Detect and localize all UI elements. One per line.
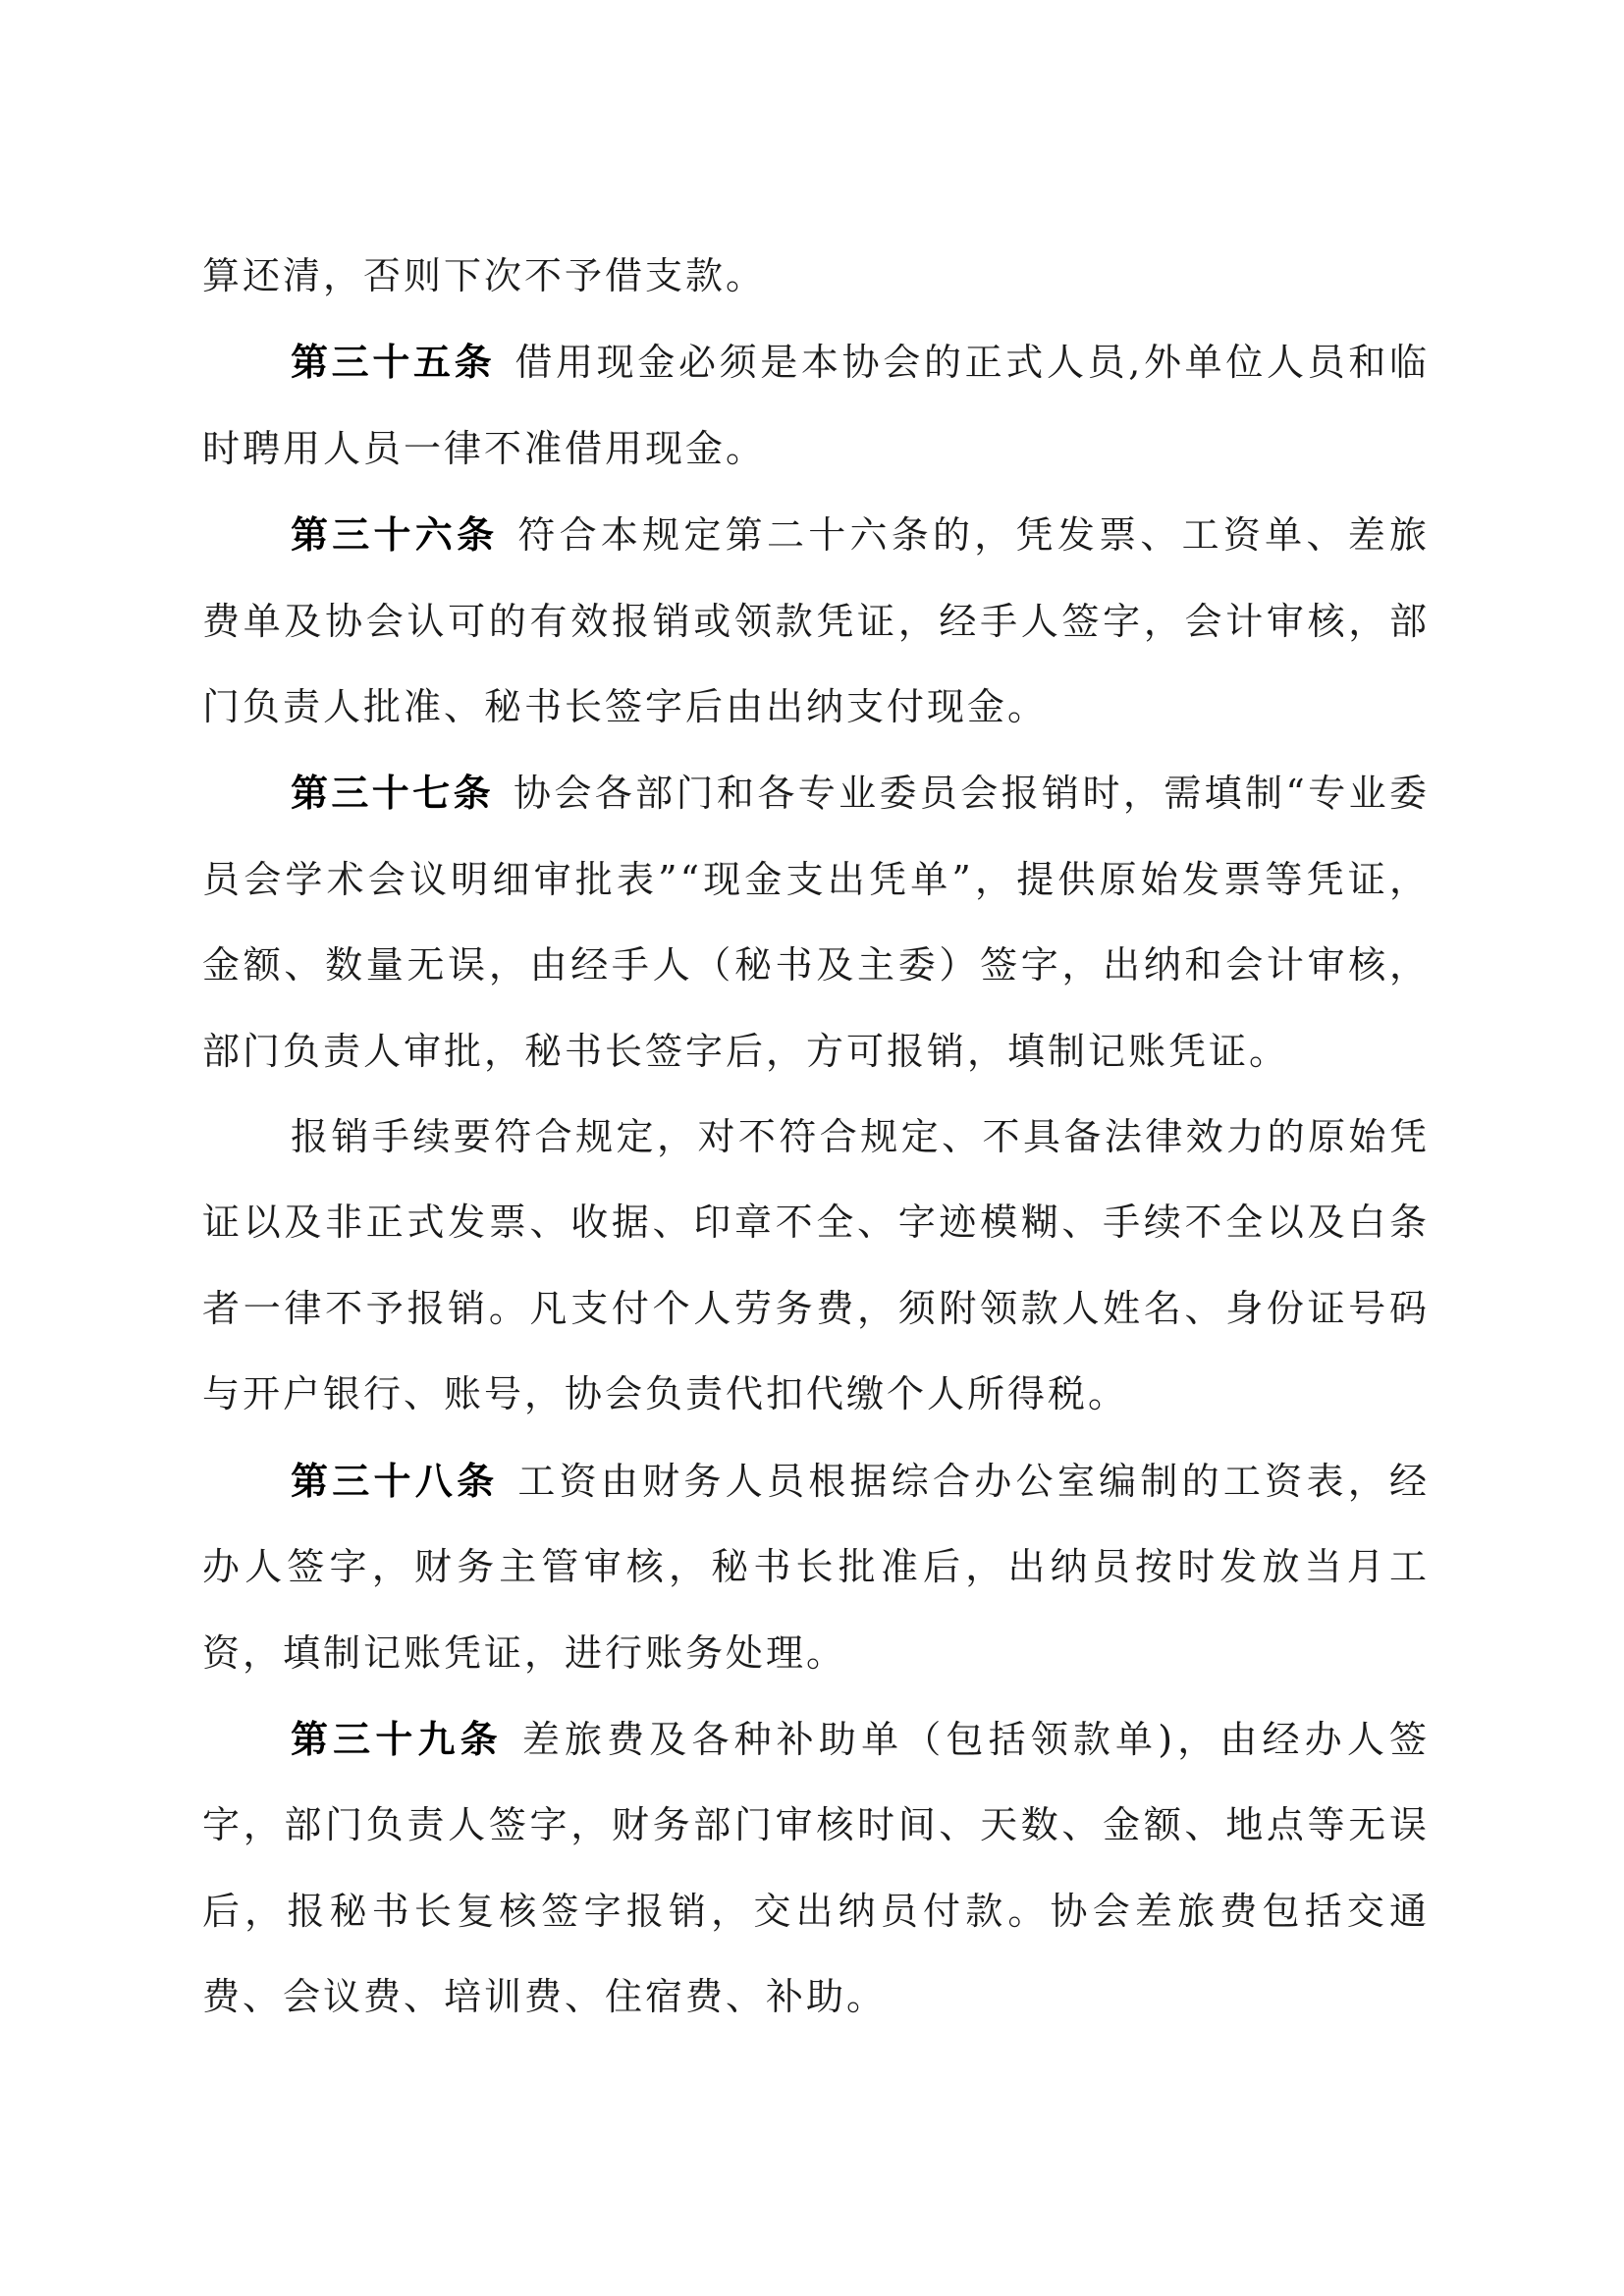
article-35-paragraph	[202, 319, 1430, 492]
paragraph-text: 报销手续要符合规定，对不符合规定、不具备法律效力的原始凭证以及非正式发票、收据、印章不全、字迹模糊、手续不全以及白条者一律不予报销。凡支付个人劳务费，须附领款人姓名、身份证号码与开户银行、账号，协会负责代扣代缴个人所得税。	[202, 1115, 1430, 1416]
paragraph-text: 符合本规定第二十六条的，凭发票、工资单、差旅费单及协会认可的有效报销或领款凭证，经手人签字，会计审核，部门负责人批准、秘书长签字后由出纳支付现金。	[202, 513, 1430, 729]
article-37-paragraph	[202, 750, 1430, 1095]
article-number: 第三十八条	[291, 1458, 499, 1503]
reimbursement-rules-paragraph	[202, 1095, 1430, 1438]
article-number: 第三十五条	[291, 340, 496, 385]
paragraph-text: 工资由财务人员根据综合办公室编制的工资表，经办人签字，财务主管审核，秘书长批准后，出纳员按时发放当月工资，填制记账凭证，进行账务处理。	[202, 1459, 1430, 1675]
article-39-paragraph	[202, 1696, 1430, 2041]
paragraph-text: 协会各部门和各专业委员会报销时，需填制“专业委员会学术会议明细审批表”“现金支出凭单”，提供原始发票等凭证，金额、数量无误，由经手人（秘书及主委）签字，出纳和会计审核，部门负责人审批，秘书长签字后，方可报销，填制记账凭证。	[202, 772, 1430, 1073]
paragraph-text: 借用现金必须是本协会的正式人员,外单位人员和临时聘用人员一律不准借用现金。	[202, 341, 1430, 470]
document-body	[202, 234, 1430, 2041]
article-number: 第三十六条	[291, 512, 499, 558]
paragraph-text: 算还清，否则下次不予借支款。	[202, 254, 767, 297]
paragraph-text: 差旅费及各种补助单（包括领款单)，由经办人签字，部门负责人签字，财务部门审核时间、天数、金额、地点等无误后，报秘书长复核签字报销，交出纳员付款。协会差旅费包括交通费、会议费、培训费、住宿费、补助。	[202, 1717, 1430, 2019]
article-36-paragraph	[202, 492, 1430, 750]
article-number: 第三十七条	[291, 771, 494, 816]
article-number: 第三十九条	[291, 1716, 503, 1761]
paragraph-continuation	[202, 234, 1430, 319]
article-38-paragraph	[202, 1438, 1430, 1696]
